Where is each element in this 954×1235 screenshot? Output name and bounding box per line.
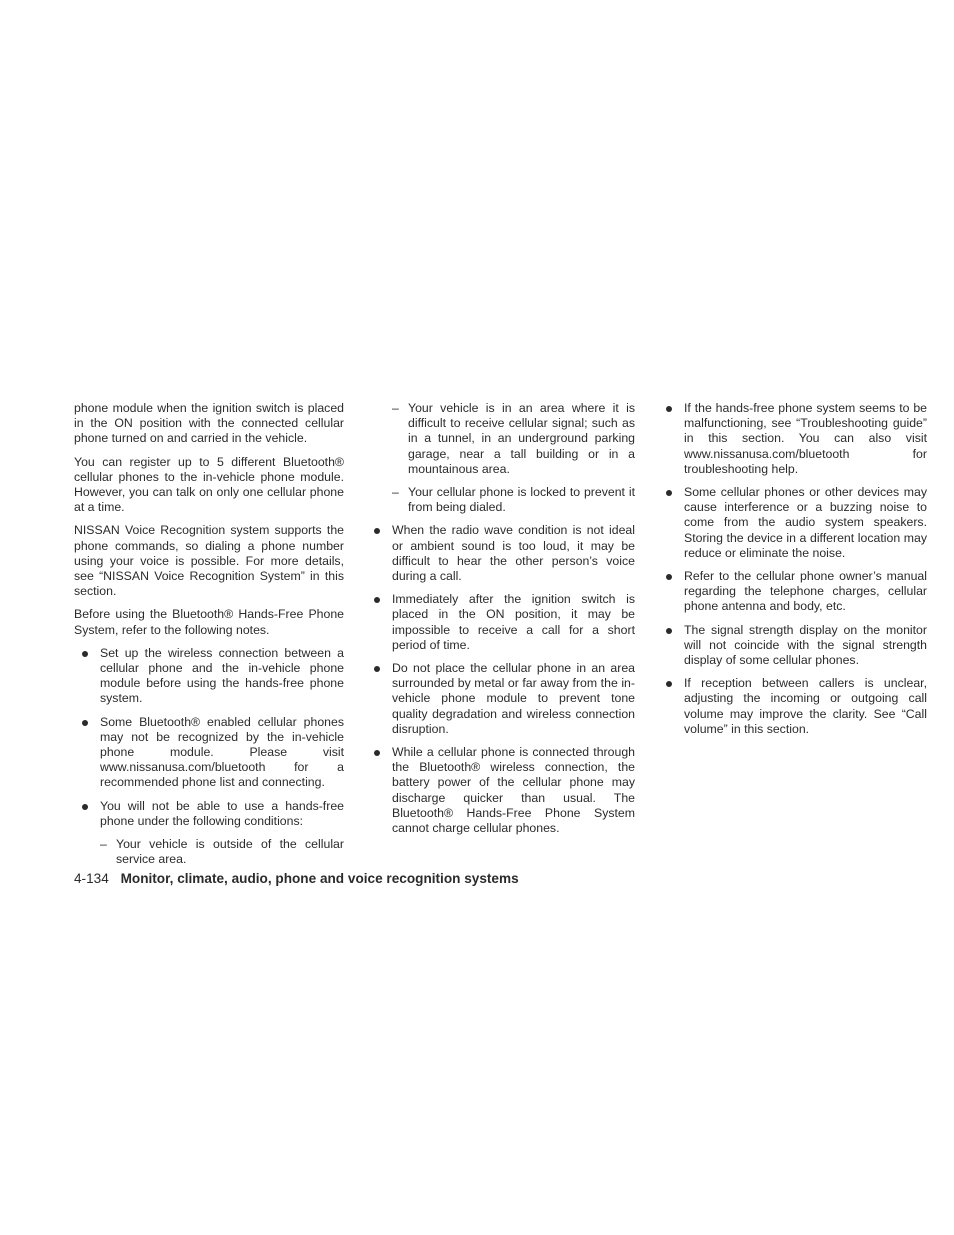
sub-item [366, 401, 635, 477]
bullet-icon [374, 750, 380, 756]
text-column-2 [366, 401, 635, 844]
bullet-icon [82, 720, 88, 726]
paragraph: Before using the Bluetooth® Hands-Free Phone System, refer to the following notes. [74, 607, 344, 637]
bullet-icon [374, 597, 380, 603]
bullet-item [366, 661, 635, 737]
bullet-text: The signal strength display on the monitor will not coincide with the signal strength display of some cellular phones. [684, 622, 927, 668]
bullet-text: When the radio wave condition is not ideal or ambient sound is too loud, it may be difficult to hear the other person’s voice during a call. [392, 523, 635, 584]
bullet-text: You will not be able to use a hands-free phone under the following conditions: [100, 798, 344, 828]
bullet-item [658, 401, 927, 477]
paragraph: NISSAN Voice Recognition system supports the phone commands, so dialing a phone number using your voice is possible. For more details, see “NISSAN Voice Recognition System” in this section. [74, 523, 344, 599]
text-column-1 [74, 401, 344, 875]
bullet-item [658, 623, 927, 669]
bullet-icon [374, 528, 380, 534]
bullet-text: If reception between callers is unclear, adjusting the incoming or outgoing call volume may improve the clarity. See “Call volume” in this section. [684, 676, 927, 736]
paragraph: phone module when the ignition switch is placed in the ON position with the connected cellular phone turned on and carried in the vehicle. [74, 401, 344, 446]
bullet-item [74, 646, 344, 707]
bullet-item [74, 715, 344, 791]
bullet-icon [374, 666, 380, 672]
bullet-icon [666, 490, 672, 496]
paragraph: You can register up to 5 different Bluetooth® cellular phones to the in-vehicle phone module. However, you can talk on only one cellular phone at a time. [74, 454, 344, 515]
bullet-text: Set up the wireless connection between a cellular phone and the in-vehicle phone module before using the hands-free phone system. [100, 645, 344, 706]
bullet-text: If the hands-free phone system seems to be malfunctioning, see “Troubleshooting guide” in this section. You can also visit www.nissanusa.com/bluetooth for troubleshooting help. [684, 401, 927, 476]
bullet-text: Some cellular phones or other devices may cause interference or a buzzing noise to come from the audio system speakers. Storing the device in a different location may reduce or eliminate the noise. [684, 485, 927, 560]
dash-icon: – [392, 401, 399, 415]
bullet-item [366, 523, 635, 584]
bullet-icon [666, 574, 672, 580]
bullet-icon [82, 651, 88, 657]
sub-item [74, 837, 344, 867]
bullet-icon [666, 628, 672, 634]
sub-item-text: Your cellular phone is locked to prevent it from being dialed. [408, 485, 635, 515]
sub-item-text: Your vehicle is outside of the cellular service area. [116, 837, 344, 867]
bullet-text: Do not place the cellular phone in an area surrounded by metal or far away from the in-vehicle phone module to prevent tone quality degradation and wireless connection disruption. [392, 661, 635, 736]
bullet-icon [82, 804, 88, 810]
page-number: 4-134 [74, 871, 109, 886]
bullet-item [658, 569, 927, 615]
bullet-text: While a cellular phone is connected through the Bluetooth® wireless connection, the battery power of the cellular phone may discharge quicker than usual. The Bluetooth® Hands-Free Phone System cannot charge cellular phones. [392, 745, 635, 836]
bullet-item [658, 676, 927, 737]
bullet-item [658, 485, 927, 561]
dash-icon: – [100, 837, 107, 852]
sub-item [366, 485, 635, 515]
bullet-item [74, 799, 344, 829]
sub-item-text: Your vehicle is in an area where it is difficult to receive cellular signal; such as in a tunnel, in an underground parking garage, near a tall building or in a mountainous area. [408, 401, 635, 476]
text-column-3 [658, 401, 927, 745]
dash-icon: – [392, 485, 399, 500]
bullet-text: Immediately after the ignition switch is placed in the ON position, it may be impossible to receive a call for a short period of time. [392, 592, 635, 652]
bullet-icon [666, 681, 672, 687]
bullet-text: Some Bluetooth® enabled cellular phones may not be recognized by the in-vehicle phone module. Please visit www.nissanusa.com/bluetooth for a recommended phone list and connecting. [100, 714, 344, 790]
bullet-item [366, 745, 635, 836]
bullet-item [366, 592, 635, 653]
bullet-icon [666, 406, 672, 412]
bullet-text: Refer to the cellular phone owner’s manual regarding the telephone charges, cellular phone antenna and body, etc. [684, 569, 927, 614]
section-title: Monitor, climate, audio, phone and voice recognition systems [120, 871, 519, 886]
page-footer [74, 870, 519, 888]
